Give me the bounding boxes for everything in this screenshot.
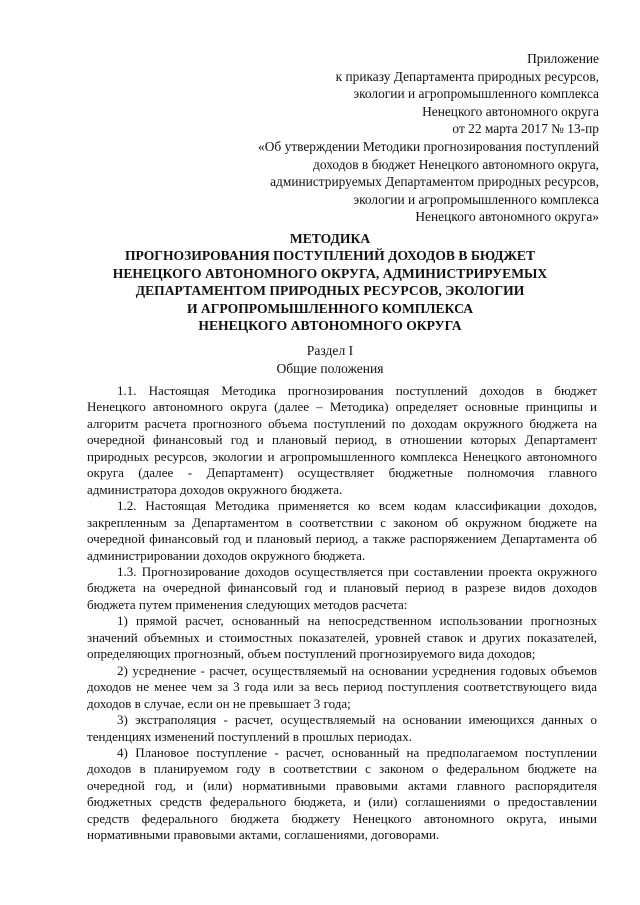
paragraph-1-2: 1.2. Настоящая Методика применяется ко всем кодам классификации доходов, закрепленным за Департаментом в соответствии с законом об окружном бюджете на очередной финансовый год и плановый период, а также распоряжением Департамента об администрировании доходов окружного бюджета. bbox=[87, 498, 597, 563]
appendix-line: «Об утверждении Методики прогнозирования поступлений bbox=[258, 138, 599, 154]
appendix-line: доходов в бюджет Ненецкого автономного округа, bbox=[313, 156, 599, 172]
appendix-line: Ненецкого автономного округа bbox=[422, 103, 599, 119]
title-line: МЕТОДИКА bbox=[289, 231, 371, 246]
list-item-averaging: 2) усреднение - расчет, осуществляемый на основании усреднения годовых объемов доходов не менее чем за 3 года или за весь период поступления соответствующего вида доходов в случае, если он не превышает 3 года; bbox=[87, 662, 597, 711]
list-item-extrapolation: 3) экстраполяция - расчет, осуществляемый на основании имеющихся данных о тенденциях изменений поступлений в прошлых периодах. bbox=[87, 712, 597, 744]
list-item-direct-calculation: 1) прямой расчет, основанный на непосредственном использовании прогнозных значений объемных и стоимостных показателей, уровней ставок и других показателей, определяющих прогнозный, объем поступлений прогнозируемого вида доходов; bbox=[87, 613, 597, 662]
list-item-planned-receipt: 4) Плановое поступление - расчет, основанный на предполагаемом поступлении доходов в планируемом году в соответствии с законом о федеральном бюджете на очередной год, и (или) нормативными правовыми актами главного распорядителя бюджетных средств федерального бюджета, и (или) соглашениями о предоставлении средств федерального бюджета бюджету Ненецкого автономного округа, иными нормативными правовыми актами, соглашениями, договорами. bbox=[87, 744, 597, 843]
title-line: НЕНЕЦКОГО АВТОНОМНОГО ОКРУГА bbox=[198, 318, 462, 334]
paragraph-1-1: 1.1. Настоящая Методика прогнозирования поступлений доходов в бюджет Ненецкого автономного округа (далее – Методика) определяет основные принципы и алгоритм расчета прогнозного объема поступлений по доходам окружного бюджета на очередной финансовый год и плановый период, в отношении которых Департамент природных ресурсов, экологии и агропромышленного комплекса Ненецкого автономного округа (далее - Департамент) осуществляет бюджетные полномочия главного администратора доходов окружного бюджета. bbox=[87, 383, 597, 497]
appendix-line: Ненецкого автономного округа» bbox=[415, 209, 599, 225]
document-title bbox=[70, 230, 590, 334]
appendix-line: к приказу Департамента природных ресурсов, bbox=[335, 68, 599, 84]
appendix-line: экологии и агропромышленного комплекса bbox=[353, 86, 599, 102]
appendix-line: от 22 марта 2017 № 13-пр bbox=[452, 121, 599, 137]
appendix-line: экологии и агропромышленного комплекса bbox=[353, 191, 599, 207]
appendix-line: администрируемых Департаментом природных ресурсов, bbox=[270, 174, 599, 190]
title-line: НЕНЕЦКОГО АВТОНОМНОГО ОКРУГА, АДМИНИСТРИРУЕМЫХ bbox=[112, 265, 548, 281]
paragraph-1-3: 1.3. Прогнозирование доходов осуществляется при составлении проекта окружного бюджета на очередной финансовый год и плановый период в разрезе видов доходов бюджета путем применения следующих методов расчета: bbox=[87, 563, 597, 612]
document-body bbox=[87, 383, 597, 844]
section-number: Раздел I bbox=[306, 343, 354, 358]
appendix-line: Приложение bbox=[527, 51, 599, 66]
section-heading bbox=[70, 342, 590, 377]
title-line: ПРОГНОЗИРОВАНИЯ ПОСТУПЛЕНИЙ ДОХОДОВ В БЮДЖЕТ bbox=[124, 248, 536, 264]
title-line: И АГРОПРОМЫШЛЕННОГО КОМПЛЕКСА bbox=[186, 300, 474, 316]
section-name: Общие положения bbox=[276, 360, 384, 376]
appendix-header bbox=[179, 50, 599, 226]
title-line: ДЕПАРТАМЕНТОМ ПРИРОДНЫХ РЕСУРСОВ, ЭКОЛОГИИ bbox=[135, 283, 525, 299]
